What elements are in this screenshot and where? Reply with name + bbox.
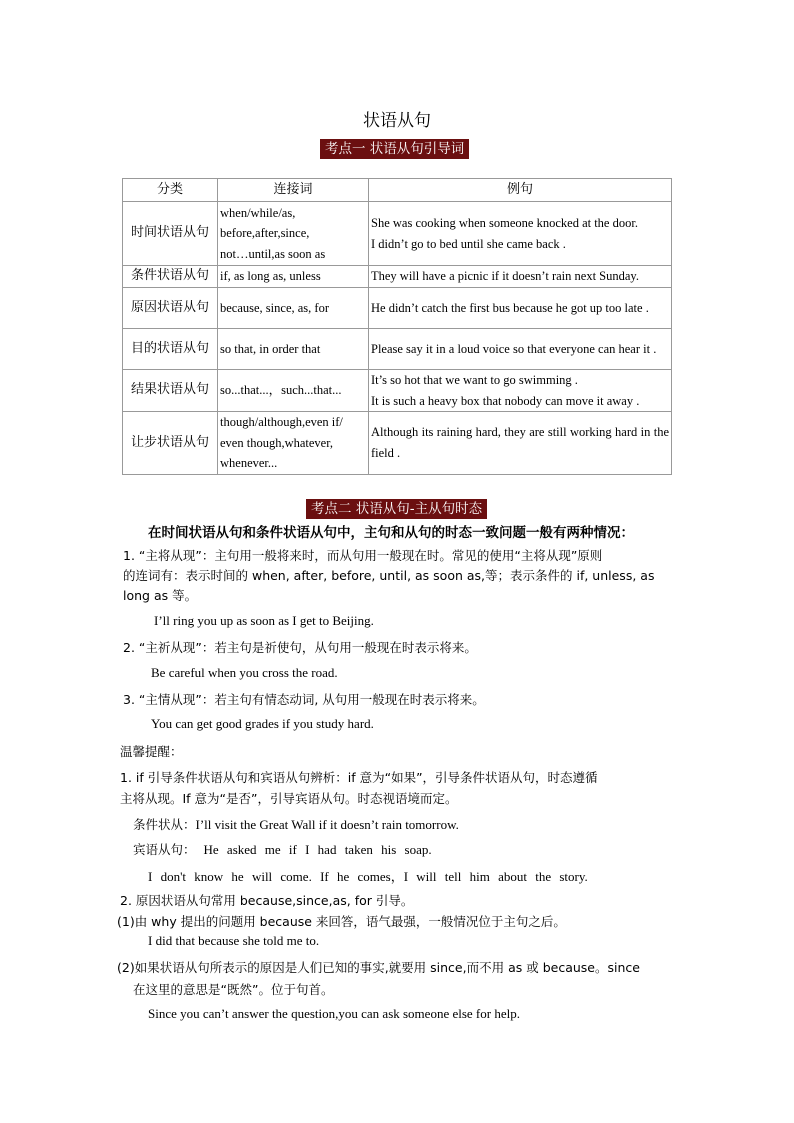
example-label: 宾语从句： bbox=[133, 842, 196, 857]
section-banner-2: 考点二 状语从句-主从句时态 bbox=[306, 499, 487, 519]
table-header-row bbox=[123, 179, 672, 202]
tip1-example2 bbox=[133, 840, 432, 858]
tip2a-example: I did that because she told me to. bbox=[148, 933, 320, 948]
conj-line: before,after,since, bbox=[220, 226, 310, 241]
category-cell: 让步状语从句 bbox=[123, 412, 218, 475]
section2-heading: 在时间状语从句和条件状语从句中，主句和从句的时态一致问题一般有两种情况： bbox=[148, 525, 634, 541]
rule2-example: Be careful when you cross the road. bbox=[151, 665, 338, 680]
example-line: They will have a picnic if it doesn’t rain next Sunday. bbox=[371, 269, 639, 284]
example-cell bbox=[369, 412, 672, 475]
conj-line: not…until,as soon as bbox=[220, 246, 326, 261]
conj-line: whenever... bbox=[220, 456, 278, 470]
section-banner-1: 考点一 状语从句引导词 bbox=[320, 139, 469, 159]
conj-line: if, as long as, unless bbox=[220, 269, 321, 284]
example-text: I’ll visit the Great Wall if it doesn’t rain tomorrow. bbox=[195, 817, 459, 832]
tips-heading: 温馨提醒： bbox=[120, 744, 183, 759]
tip1-example3: I don't know he will come. If he comes，I will tell him about the story. bbox=[148, 869, 588, 884]
conj-line: because, since, as, for bbox=[220, 300, 329, 315]
tip2b-example: Since you can’t answer the question,you can ask someone else for help. bbox=[148, 1006, 520, 1021]
rule3-text: 3. “主情从现”：若主句有情态动词, 从句用一般现在时表示将来。 bbox=[123, 692, 485, 707]
conjunction-cell bbox=[218, 288, 369, 329]
conjunction-cell bbox=[218, 370, 369, 412]
category-cell: 结果状语从句 bbox=[123, 370, 218, 412]
example-text: He asked me if I had taken his soap. bbox=[203, 842, 432, 857]
conj-line: even though,whatever, bbox=[220, 435, 334, 450]
tip2-text: 2. 原因状语从句常用 because,since,as, for 引导。 bbox=[120, 893, 414, 908]
tip1-example1 bbox=[133, 815, 459, 833]
example-cell bbox=[369, 288, 672, 329]
category-cell: 目的状语从句 bbox=[123, 329, 218, 370]
category-cell: 条件状语从句 bbox=[123, 266, 218, 288]
table-row bbox=[123, 370, 672, 412]
conjunction-cell bbox=[218, 412, 369, 475]
tip1-line1: 1. if 引导条件状语从句和宾语从句辨析：if 意为“如果”，引导条件状语从句，时态遵循 bbox=[120, 770, 598, 785]
rule2-text: 2. “主祈从现”：若主句是祈使句，从句用一般现在时表示将来。 bbox=[123, 640, 477, 655]
tip2b-line2: 在这里的意思是“既然”。位于句首。 bbox=[133, 982, 334, 997]
example-cell bbox=[369, 370, 672, 412]
category-cell: 时间状语从句 bbox=[123, 202, 218, 266]
rule1-line3: long as 等。 bbox=[123, 588, 198, 603]
conjunction-cell bbox=[218, 329, 369, 370]
example-cell bbox=[369, 266, 672, 288]
example-line: I didn’t go to bed until she came back . bbox=[371, 236, 566, 251]
table-row bbox=[123, 266, 672, 288]
example-cell bbox=[369, 202, 672, 266]
tip1-line2: 主将从现。If 意为“是否”，引导宾语从句。时态视语境而定。 bbox=[120, 791, 458, 806]
rule1-line2: 的连词有：表示时间的 when, after, before, until, as soon as,等；表示条件的 if, unless, as bbox=[123, 568, 655, 583]
table-row bbox=[123, 412, 672, 475]
example-label: 条件状从： bbox=[133, 817, 196, 832]
page-title: 状语从句 bbox=[363, 111, 431, 131]
tip2b-line1: (2)如果状语从句所表示的原因是人们已知的事实,就要用 since,而不用 as 或 because。since bbox=[117, 960, 640, 975]
example-line: It is such a heavy box that nobody can move it away . bbox=[371, 393, 640, 408]
conj-line: though/although,even if/ bbox=[220, 415, 343, 429]
conjunction-cell bbox=[218, 266, 369, 288]
conj-line: when/while/as, bbox=[220, 205, 296, 220]
example-line: He didn’t catch the first bus because he got up too late . bbox=[371, 300, 649, 315]
category-cell: 原因状语从句 bbox=[123, 288, 218, 329]
tip2a-text: (1)由 why 提出的问题用 because 来回答，语气最强，一般情况位于主句之后。 bbox=[117, 914, 566, 929]
example-line: Please say it in a loud voice so that everyone can hear it . bbox=[371, 341, 657, 356]
table-row bbox=[123, 329, 672, 370]
example-line: Although its raining hard, they are still working hard in the field . bbox=[371, 425, 669, 460]
header-example: 例句 bbox=[369, 179, 672, 202]
example-line: It’s so hot that we want to go swimming . bbox=[371, 373, 578, 387]
rule1-example: I’ll ring you up as soon as I get to Beijing. bbox=[154, 613, 374, 628]
rule1-line1: 1. “主将从现”：主句用一般将来时，而从句用一般现在时。常见的使用“主将从现”原则 bbox=[123, 548, 603, 563]
example-line: She was cooking when someone knocked at the door. bbox=[371, 216, 638, 230]
conj-line: so that, in order that bbox=[220, 341, 321, 356]
table-row bbox=[123, 288, 672, 329]
conjunction-table bbox=[122, 178, 672, 475]
header-category: 分类 bbox=[123, 179, 218, 202]
example-cell bbox=[369, 329, 672, 370]
conj-line: so...that...，such...that... bbox=[220, 383, 342, 398]
table-row bbox=[123, 202, 672, 266]
conjunction-cell bbox=[218, 202, 369, 266]
header-conjunction: 连接词 bbox=[218, 179, 369, 202]
rule3-example: You can get good grades if you study hard. bbox=[151, 716, 374, 731]
